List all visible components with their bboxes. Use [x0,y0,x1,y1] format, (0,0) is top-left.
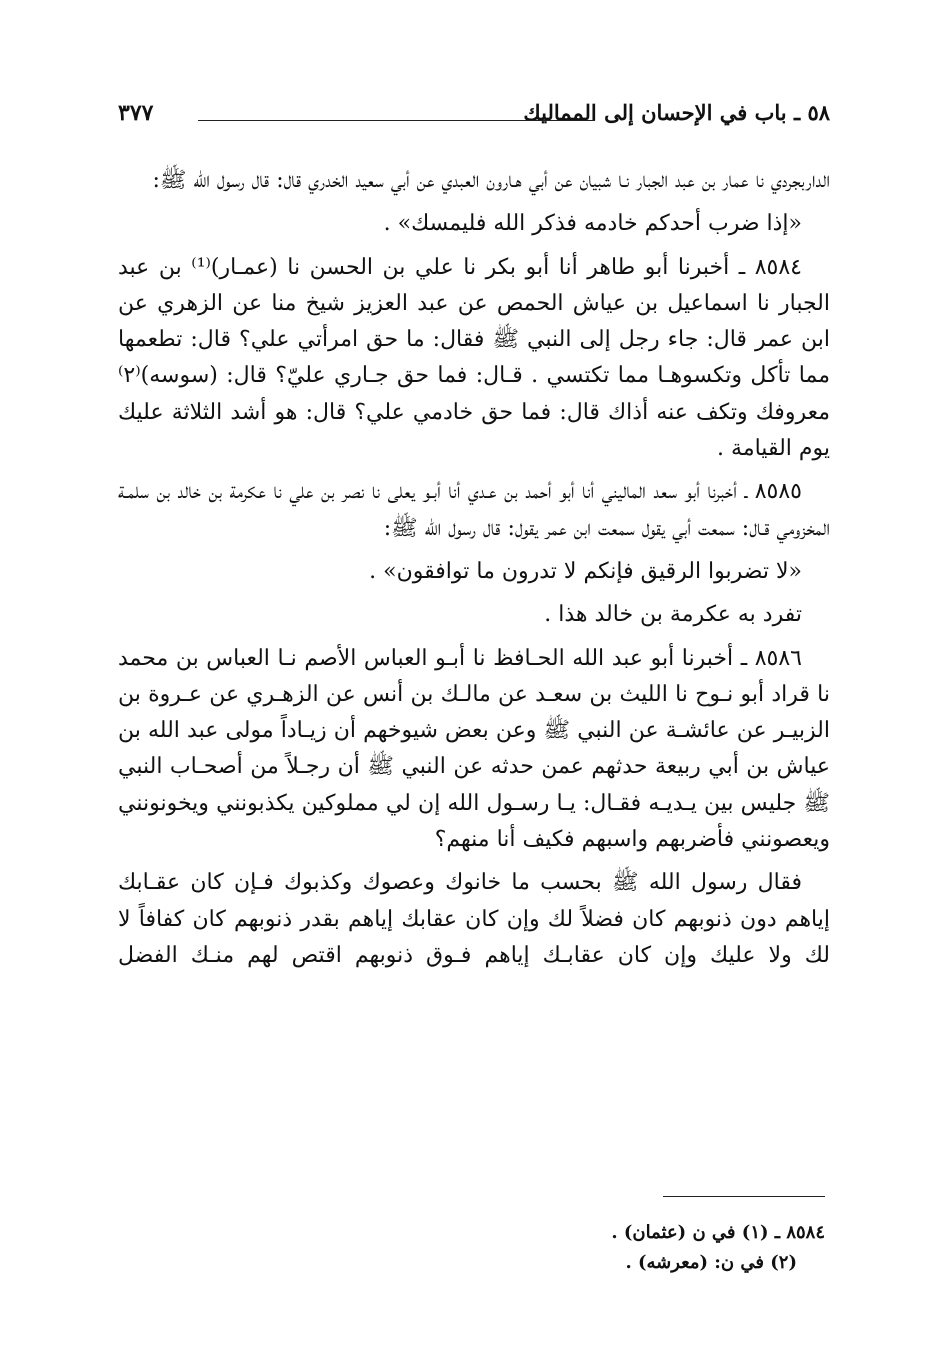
paragraph: ٨٥٨٤ ـ أخبرنا أبو طاهر أنا أبو بكر نا علي بن الحسن نا (عمـار)⁽¹⁾ بن عبد الجبار نا اسماعيل بن عياش الحمص عن عبد العزيز شيخ منا عن الزهري عن ابن عمر قال: جاء رجل إلى النبي ﷺ فقال: ما حق امرأتي علي؟ قال: تطعمها مما تأكل وتكسوهـا مما تكتسي . قـال: فما حق جـاري عليّ؟ قال: (سوسه)⁽٢⁾ معروفك وتكف عنه أذاك قال: فما حق خادمي علي؟ قال: هو أشد الثلاثة عليك يوم القيامة . [118,254,830,462]
header-rule [198,120,595,121]
footnote-separator [663,1196,825,1197]
footnote: (٢) في ن: (معرشه) . [625,1252,797,1273]
hadith-quote: «إذا ضرب أحدكم خادمه فذكر الله فليمسك» . [383,211,802,237]
paragraph: الداربجردي نا عمار بن عبد الجبار نـا شبيان عن أبي هـارون العبدي عن أبي سعيد الخدري قال: قال رسول الله ﷺ: [152,168,830,193]
footnotes [425,1218,825,1278]
page-header [118,96,830,140]
paragraph: فقال رسول الله ﷺ بحسب ما خانوك وعصوك وكذبوك فـإن كان عقـابك إياهم دون ذنوبهم كان فضلاً لك وإن كان عقابك إياهم بقدر ذنوبهم كان كفافاً لا لك ولا عليك وإن كان عقابـك إياهم فـوق ذنوبهم اقتص لهم منـك الفضل [118,870,830,968]
hadith-quote: «لا تضربوا الرقيق فإنكم لا تدرون ما توافقون» . [369,558,802,584]
page-number: ٣٧٧ [118,100,154,126]
main-text [118,163,830,981]
paragraph-note: تفرد به عكرمة بن خالد هذا . [544,602,802,628]
paragraph: ٨٥٨٦ ـ أخبرنا أبو عبد الله الحـافظ نا أبـو العباس الأصم نـا العباس بن محمد نا قراد أبو نـوح نا الليث بن سعـد عن مالـك بن أنس عن الزهـري عن عـروة بن الزبيـر عن عائشـة عن النبي ﷺ وعن بعض شيوخهم أن زيـاداً مولى عبد الله بن عياش بن أبي ربيعة حدثهم عمن حدثه عن النبي ﷺ أن رجـلاً من أصحـاب النبي ﷺ جليس بين يـديـه فقـال: يـا رسـول الله إن لي مملوكين يكذبونني ويخونونني ويعصونني فأضربهم واسبهم فكيف أنا منهم؟ [118,645,830,853]
chapter-title: ٥٨ ـ باب في الإحسان إلى المماليك [523,100,830,125]
paragraph: ٨٥٨٥ ـ أخبرنا أبو سعد الماليني أنا أبو أحمد بن عـدي أنا أبـو يعلى نا نصر بن علي نا عكرمة بن خالد بن سلمـة المخزومي قـال: سمعت أبي يقول سمعت ابن عمر يقول: قال رسول الله ﷺ: [118,479,830,541]
footnote: ٨٥٨٤ ـ (١) في ن (عثمان) . [611,1222,825,1243]
